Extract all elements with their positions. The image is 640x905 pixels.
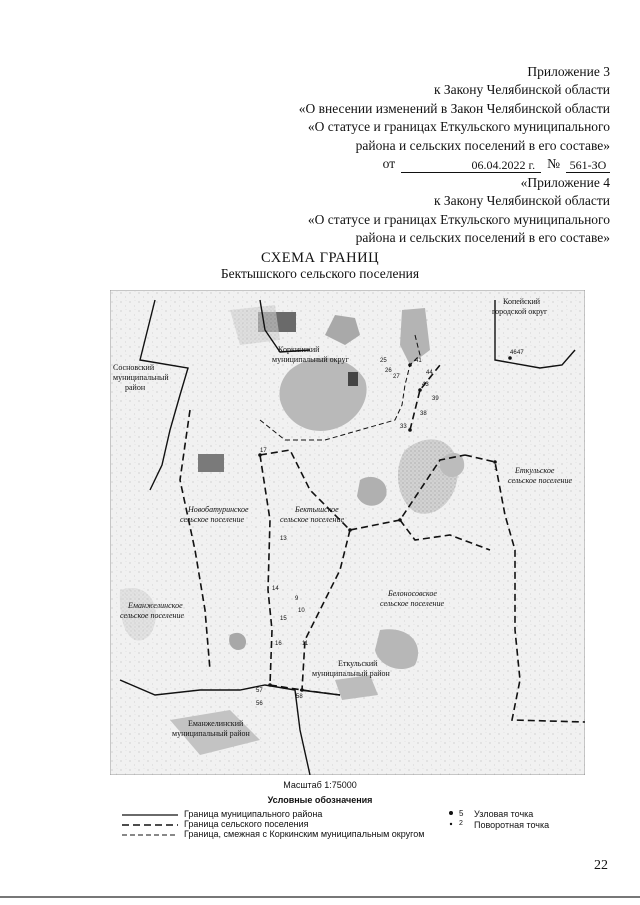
legend-node-dot — [449, 811, 453, 815]
etkul-sp-label-2: сельское поселение — [508, 476, 573, 485]
page-bottom-edge — [0, 896, 640, 898]
dark-parcel — [198, 454, 224, 472]
legend-turn-point: Поворотная точка — [474, 820, 550, 830]
scheme-subtitle: Бектышского сельского поселения — [220, 266, 420, 281]
point-number: 56 — [256, 701, 263, 707]
emanzh-mr-label-2: муниципальный район — [172, 729, 250, 738]
kopeysk-label-2: городской округ — [492, 307, 548, 316]
point-number: 46 — [510, 350, 517, 356]
appendix-law-title-line: района и сельских поселений в его составе» — [355, 137, 610, 153]
etkul-sp-label-1: Еткульское — [515, 466, 555, 475]
kopeysk-label-1: Копейский — [503, 297, 541, 306]
legend-turn-dot — [450, 823, 452, 825]
point-number: 9 — [295, 596, 299, 602]
appendix-law-ref: к Закону Челябинской области — [433, 82, 610, 98]
emanzh-sp-label-1: Еманжелинское — [128, 601, 183, 610]
point-number: 27 — [393, 374, 400, 380]
korkino-label-2: муниципальный округ — [272, 355, 349, 364]
node-point-marker — [408, 428, 412, 432]
appendix-header — [299, 63, 610, 173]
number-label: № — [547, 156, 560, 172]
point-number: 15 — [280, 616, 287, 622]
page-number: 22 — [594, 858, 608, 873]
node-point-marker — [508, 356, 512, 360]
node-point-marker — [268, 683, 272, 687]
korkino-quarry — [348, 372, 358, 386]
point-number: 11 — [302, 641, 309, 647]
node-point-marker — [300, 688, 304, 692]
sosnovsky-label-2: муниципальный — [113, 373, 169, 382]
legend-rural-settlement: Граница сельского поселения — [184, 819, 309, 829]
emanzh-sp-label-2: сельское поселение — [120, 611, 185, 620]
point-number: 41 — [415, 358, 422, 364]
legend-node-sample: 5 — [459, 809, 464, 818]
from-label: от — [382, 156, 396, 172]
legend-korkino-adjacent: Граница, смежная с Коркинским муниципальным округом — [184, 829, 425, 839]
scheme-title: СХЕМА ГРАНИЦ — [260, 250, 380, 266]
sosnovsky-label-3: район — [125, 383, 146, 392]
node-point-marker — [348, 528, 352, 532]
law-date-number-line — [299, 155, 610, 173]
point-number: 43 — [422, 382, 429, 388]
novobatur-label-2: сельское поселение — [180, 515, 245, 524]
original-appendix-law-ref: к Закону Челябинской области — [433, 193, 610, 209]
belonos-label-1: Белоносовское — [388, 589, 437, 598]
point-number: 57 — [256, 688, 263, 694]
etkul-mr-label-1: Еткульский — [338, 659, 378, 668]
legend-point-markers — [447, 808, 455, 832]
point-number: 13 — [280, 536, 287, 542]
legend-node-point: Узловая точка — [474, 809, 534, 819]
point-number: 33 — [400, 424, 407, 430]
boundary-map — [110, 290, 585, 775]
node-point-marker — [418, 388, 422, 392]
original-appendix-header — [308, 174, 610, 248]
bektysh-label-1: Бектышское — [295, 505, 339, 514]
appendix-number: Приложение 3 — [527, 64, 610, 79]
node-point-marker — [398, 518, 402, 522]
node-point-marker — [408, 363, 412, 367]
original-appendix-title-line: района и сельских поселений в его составе» — [355, 230, 610, 246]
etkul-mr-label-2: муниципальный район — [312, 669, 390, 678]
point-number: 39 — [432, 396, 439, 402]
point-number: 47 — [517, 350, 524, 356]
law-date: 06.04.2022 г. — [401, 158, 541, 173]
legend-mun-district: Граница муниципального района — [184, 809, 323, 819]
belonos-label-2: сельское поселение — [380, 599, 445, 608]
point-number: 58 — [296, 694, 303, 700]
novobatur-label-1: Новобатуринское — [188, 505, 249, 514]
appendix-law-title-line: «О статусе и границах Еткульского муниципального — [307, 119, 610, 135]
map-scale: Масштаб 1:75000 — [283, 780, 357, 790]
sosnovsky-label-1: Сосновский — [113, 363, 155, 372]
point-number: 26 — [385, 368, 392, 374]
point-number: 44 — [426, 370, 433, 376]
legend-turn-sample: 2 — [459, 820, 463, 827]
emanzh-mr-label-1: Еманжелинский — [188, 719, 244, 728]
point-number: 25 — [380, 358, 387, 364]
point-number: 17 — [260, 448, 267, 454]
korkino-label-1: Коркинский — [278, 345, 320, 354]
original-appendix-title-line: «О статусе и границах Еткульского муниципального — [307, 211, 610, 227]
point-number: 38 — [420, 411, 427, 417]
point-number: 16 — [275, 641, 282, 647]
law-number: 561-ЗО — [566, 158, 610, 173]
point-number: 10 — [298, 608, 305, 614]
appendix-law-title-line: «О внесении изменений в Закон Челябинской области — [298, 100, 610, 116]
point-number: 14 — [272, 586, 279, 592]
node-point-marker — [493, 460, 497, 464]
original-appendix-number: «Приложение 4 — [520, 175, 610, 190]
point-number: 1 — [494, 466, 498, 472]
legend-line-samples — [120, 810, 180, 850]
legend-title: Условные обозначения — [267, 795, 373, 805]
bektysh-label-2: сельское поселение — [280, 515, 345, 524]
